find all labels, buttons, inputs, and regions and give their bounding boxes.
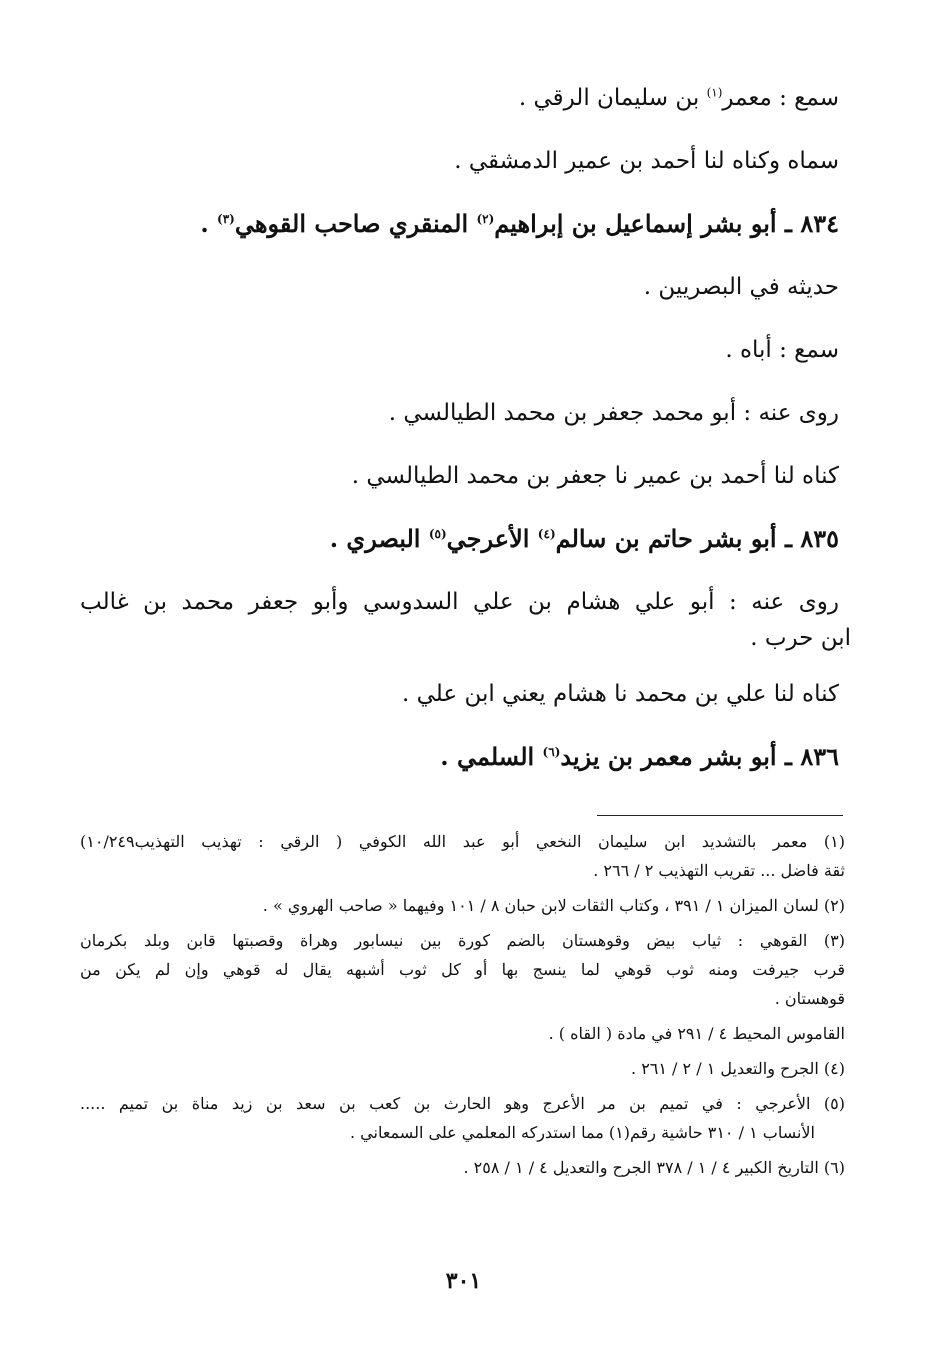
footnote-separator [597,815,843,816]
text-line: سمع : معمر$^{(١)}$ بن سليمان الرقي . [518,85,839,111]
entry-heading-835: ٨٣٥ ـ أبو بشر حاتم بن سالم$^{(٤)}$ الأعرجي$^{(٥)}$ البصري . [329,524,839,553]
footnote-ref[interactable]: (٢) [476,212,495,226]
footnote-5: (٥) الأعرجي : في تميم بن مر الأعرج وهو الحارث بن كعب بن سعد بن زيد مناة بن تميم ..... الأنساب ١ / ٣١٠ حاشية رقم(١) مما استدركه المعلمي على السمعاني . [80,1094,845,1142]
footnote-1: (١) معمر بالتشديد ابن سليمان النخعي أبو عبد الله الكوفي ( الرقي : تهذيب التهذيب١٠/٢٤٩) ثقة فاضل ... تقريب التهذيب ٢ / ٢٦٦ . [80,832,845,880]
footnote-2: (٢) لسان الميزان ١ / ٣٩١ ، وكتاب الثقات لابن حبان ٨ / ١٠١ وفيهما « صاحب الهروي » . [262,896,845,915]
footnote-ref[interactable]: (٣) [217,212,235,226]
text-line: سمع : أباه . [725,337,839,363]
main-text [80,82,851,804]
footnotes [80,827,845,1188]
page-number: ٣٠١ [445,1268,482,1294]
text-line: روى عنه : أبو محمد جعفر بن محمد الطيالسي . [388,400,839,426]
text-line: كناه لنا علي بن محمد نا هشام يعني ابن علي . [402,681,839,707]
footnote-3: (٣) القوهي : ثياب بيض وقوهستان بالضم كورة بين نيسابور وهراة وقصبتها قابن وبلد بكرمان قرب جيرفت ومنه ثوب قوهي لما ينسج بها أو كل ثوب أشبهه يقال له قوهي وإن لم يكن من قوهستان . القاموس المحيط ٤ / ٢٩١ في مادة ( القاه ) . [80,931,845,1043]
entry-heading-834: ٨٣٤ ـ أبو بشر إسماعيل بن إبراهيم$^{(٢)}$ المنقري صاحب القوهي$^{(٣)}$ . [200,209,839,238]
text-line: كناه لنا أحمد بن عمير نا جعفر بن محمد الطيالسي . [351,463,839,489]
footnote-ref[interactable]: (٦) [542,745,561,759]
footnote-6: (٦) التاريخ الكبير ٤ / ١ / ٣٧٨ الجرح والتعديل ٤ / ١ / ٢٥٨ . [463,1158,845,1177]
footnote-ref[interactable]: (١) [706,85,723,100]
footnote-4: (٤) الجرح والتعديل ١ / ٢ / ٢٦١ . [631,1059,845,1078]
text-line-continuation: ابن حرب . [750,625,851,651]
text-line: حديثه في البصريين . [643,274,839,300]
footnote-ref[interactable]: (٤) [537,527,556,541]
text-line: روى عنه : أبو علي هشام بن علي السدوسي وأبو جعفر محمد بن غالب [80,589,839,615]
text-line: سماه وكناه لنا أحمد بن عمير الدمشقي . [454,148,839,174]
entry-heading-836: ٨٣٦ ـ أبو بشر معمر بن يزيد$^{(٦)}$ السلمي . [440,742,839,771]
footnote-ref[interactable]: (٥) [428,527,447,541]
